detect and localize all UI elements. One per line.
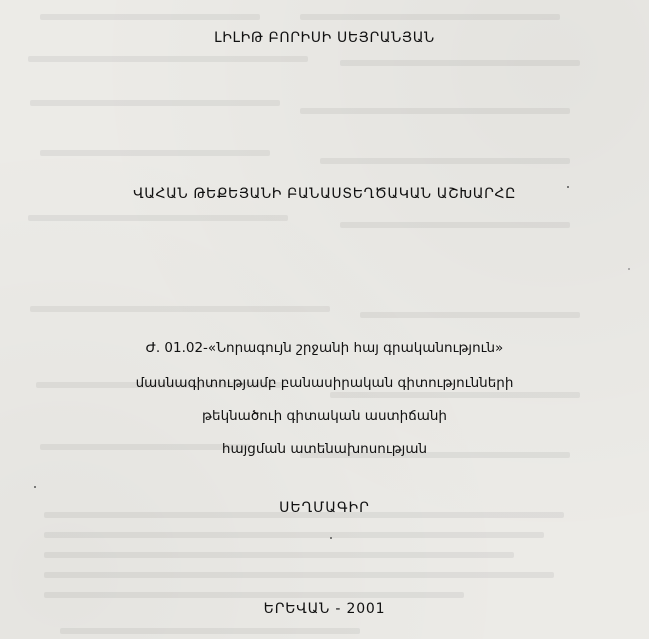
place-and-year: ԵՐԵՎԱՆ - 2001	[263, 601, 386, 617]
degree-line-3: հայցման ատենախոսության	[221, 441, 428, 457]
scan-speck	[628, 268, 630, 270]
document-type: ՍԵՂՄԱԳԻՐ	[279, 500, 370, 516]
thesis-title: ՎԱՀԱՆ ԹԵՔԵՅԱՆԻ ԲԱՆԱՍՏԵՂԾԱԿԱՆ ԱՇԽԱՐՀԸ	[133, 186, 516, 202]
scan-speck	[34, 486, 36, 488]
degree-line-1: մասնագիտությամբ բանասիրական գիտությունների	[135, 375, 514, 391]
author-name: ԼԻԼԻԹ ԲՈՐԻՍԻ ՍԵՅՐԱՆՅԱՆ	[214, 30, 435, 46]
specialty-code: Ժ. 01.02-«Նորագույն շրջանի հայ գրականություն»	[145, 340, 504, 356]
scan-speck	[330, 537, 332, 539]
degree-line-2: թեկնածուի գիտական աստիճանի	[202, 408, 447, 424]
scan-speck	[567, 186, 569, 188]
